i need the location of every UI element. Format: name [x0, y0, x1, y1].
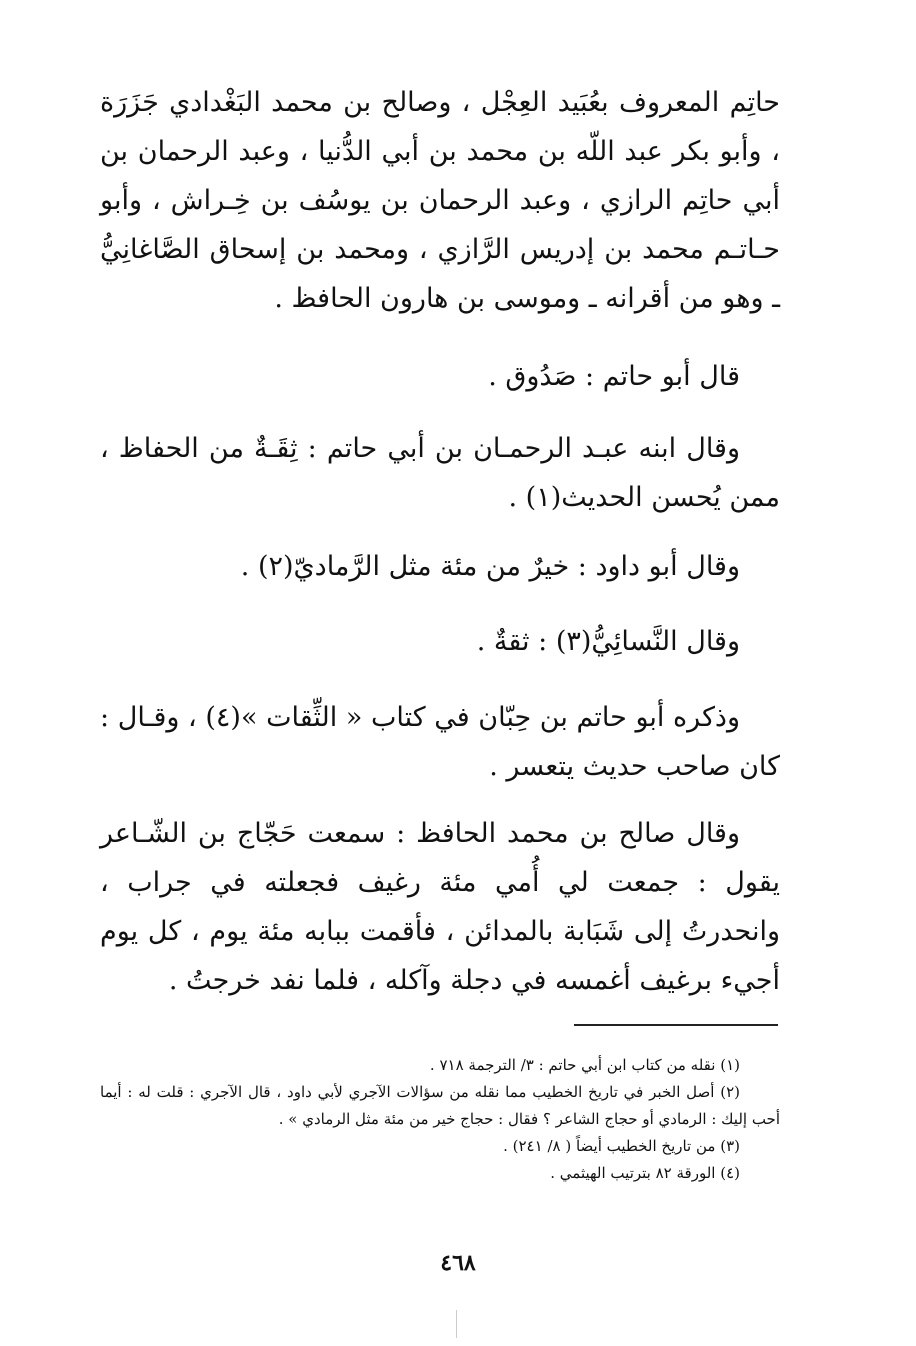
- paragraph-abu-dawud: وقال أبو داود : خيرٌ من مئة مثل الرَّماديّ(٢) .: [240, 551, 740, 582]
- page-number: ٤٦٨: [440, 1250, 476, 1276]
- footnote-2: (٢) أصل الخبر في تاريخ الخطيب مما نقله من سؤالات الآجري لأبي داود ، قال الآجري : قلت له : أيما أحب إليك : الرمادي أو حجاج الشاعر ؟ فقال : حجاج خير من مئة مثل الرمادي » .: [100, 1083, 780, 1128]
- paragraph-nasai: وقال النَّسائِيُّ(٣) : ثقةٌ .: [476, 626, 740, 657]
- paragraph-ibn-hibban: وذكره أبو حاتم بن حِبّان في كتاب « الثِّقات »(٤) ، وقـال : كان صاحب حديث يتعسر .: [100, 702, 780, 782]
- footnote-1: (١) نقله من كتاب ابن أبي حاتم : ٣/ الترجمة ٧١٨ .: [429, 1056, 740, 1074]
- footnotes-section: [100, 1052, 780, 1187]
- footnote-separator: [574, 1024, 778, 1026]
- scan-mark: [456, 1310, 457, 1338]
- paragraph-salih-anecdote: وقال صالح بن محمد الحافظ : سمعت حَجّاج بن الشّـاعر يقول : جمعت لي أُمي مئة رغيف فجعلته في جراب ، وانحدرتُ إلى شَبَابة بالمدائن ، فأقمت ببابه مئة يوم ، كل يوم أجيء برغيف أغمسه في دجلة وآكله ، فلما نفد خرجتُ .: [100, 818, 780, 996]
- paragraph-narrators: حاتِم المعروف بعُبَيد العِجْل ، وصالح بن محمد البَغْدادي جَزَرَة ، وأبو بكر عبد اللّه بن محمد بن أبي الدُّنيا ، وعبد الرحمان بن أبي حاتِم الرازي ، وعبد الرحمان بن يوسُف بن خِـراش ، وأبو حـاتـم محمد بن إدريس الرَّازي ، ومحمد بن إسحاق الصَّاغانِيُّ ـ وهو من أقرانه ـ وموسى بن هارون الحافظ .: [100, 87, 780, 314]
- footnote-4: (٤) الورقة ٨٢ بترتيب الهيثمي .: [550, 1164, 740, 1182]
- paragraph-ibn-abi-hatim: وقال ابنه عبـد الرحمـان بن أبي حاتم : ثِقَـةٌ من الحفاظ ، ممن يُحسن الحديث(١) .: [100, 433, 780, 513]
- footnote-3: (٣) من تاريخ الخطيب أيضاً ( ٨/ ٢٤١) .: [503, 1137, 740, 1155]
- paragraph-abu-hatim: قال أبو حاتم : صَدُوق .: [488, 361, 740, 392]
